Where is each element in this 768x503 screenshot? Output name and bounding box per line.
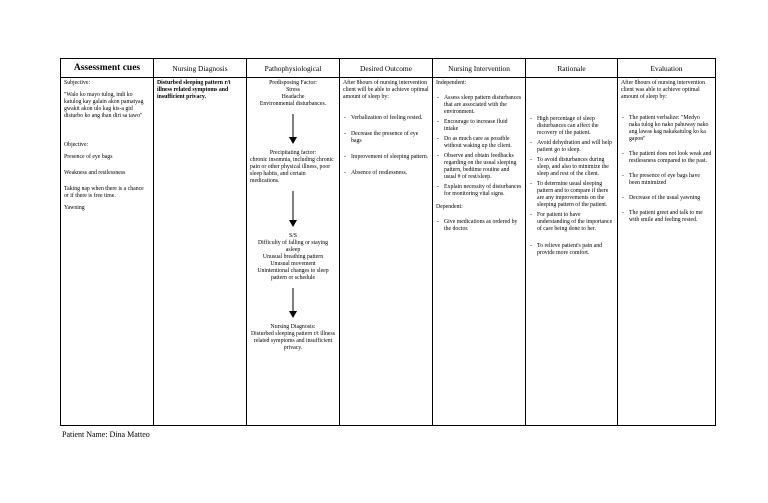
objective-item: Taking nap when there is a chance or if there is free time. <box>64 186 144 199</box>
intervention-item: - Do as much care as possible without waking up the client. <box>444 136 522 150</box>
ss-item: Unintentional changes to sleep pattern or schedule <box>257 268 329 281</box>
header-evaluation: Evaluation <box>618 59 716 78</box>
intervention-item: - Give medications as ordered by the doctor. <box>444 219 522 233</box>
rationale-item: - To relieve patient's pain and provide more comfort. <box>537 243 614 257</box>
ss-item: Unusual movement <box>270 261 316 267</box>
arrow-down-icon <box>288 191 298 227</box>
arrow-down-icon <box>288 288 298 318</box>
patient-name: Patient Name: Dina Matteo <box>62 430 150 439</box>
ss-item: Unusual breathing pattern <box>262 254 324 260</box>
outcome-item: - Absence of restlessness. <box>351 170 429 177</box>
header-assessment: Assessment cues <box>61 59 154 78</box>
independent-list <box>436 95 522 198</box>
independent-label: Independent: <box>436 80 467 86</box>
intervention-item: - Explain necessity of disturbances for monitoring vital signs. <box>444 184 522 198</box>
evaluation-cell <box>618 78 716 426</box>
diagnosis-cell <box>154 78 247 426</box>
nd-text: Disturbed sleeping pattern r/t illness related symptoms and insufficient privacy. <box>250 331 336 351</box>
nursing-care-plan-table <box>60 58 716 426</box>
header-patho: Pathophysiological <box>247 59 340 78</box>
header-outcome: Desired Outcome <box>340 59 433 78</box>
nd-label: Nursing Diagnosis: <box>270 324 316 330</box>
intervention-item: - Encourage to increase fluid intake <box>444 119 522 133</box>
predisposing-item: Environmental disturbances. <box>259 101 327 107</box>
assessment-cell <box>61 78 154 426</box>
evaluation-item: - The presence of eye bags have been minimized <box>629 173 712 187</box>
outcome-list <box>343 115 429 177</box>
rationale-item: - Avoid dehydration and will help patient go to sleep. <box>537 140 614 154</box>
intervention-item: - Assess sleep pattern disturbances that are associated with the environment. <box>444 95 522 116</box>
outcome-item: - Improvement of sleeping pattern. <box>351 154 429 161</box>
predisposing-item: Stress <box>286 87 300 93</box>
predisposing-label: Predisposing Factor: <box>269 80 317 86</box>
outcome-item: - Verbalization of feeling rested. <box>351 115 429 122</box>
evaluation-intro: After 8hours of nursing intervention client was able to achieve optimal amount of sleep by: <box>621 80 706 100</box>
ss-item: Difficulty of falling or staying asleep <box>257 240 329 253</box>
outcome-intro: After 8hours of nursing intervention client will be able to achieve optimal amount of sleep by: <box>343 80 429 100</box>
rationale-item: - To avoid disturbances during sleep, and also to minimize the sleep and rest of the client. <box>537 157 614 178</box>
evaluation-item: - The patient does not look weak and restlessness compared to the past. <box>629 151 712 165</box>
ss-label: S/S <box>288 233 298 239</box>
diagnosis-text: Disturbed sleeping pattern r/t illness related symptoms and insufficient privacy. <box>157 80 231 100</box>
intervention-cell <box>433 78 526 426</box>
evaluation-item: - Decrease of the usual yawning <box>629 195 712 202</box>
precipitating-text: chronic insomnia, including chronic pain or other physical illness, poor sleep habits, and certain medications. <box>250 157 334 184</box>
outcome-item: - Decrease the presence of eye bags <box>351 131 429 145</box>
subjective-label: Subjective: <box>64 80 91 86</box>
predisposing-item: Headache <box>281 94 305 100</box>
evaluation-item: - The patient verbalize: "Medyo naka tulog ko nako pahuway nako ang lawas kag nakakatulog ko ka gapon" <box>629 115 712 143</box>
dependent-label: Dependent: <box>436 204 463 210</box>
evaluation-item: - The patient greet and talk to me with smile and feeling rested. <box>629 210 712 224</box>
evaluation-list <box>621 115 712 224</box>
subjective-quote: "Walo ko mayo tulog, indi ko katulog kay galain akon pamatyag gwakit akon ulo kag kis-a gid disturbo ko ang iban diri sa tawo" <box>64 92 144 119</box>
rationale-item: - High percentage of sleep disturbances can affect the recovery of the patient. <box>537 116 614 137</box>
body-row <box>61 78 716 426</box>
outcome-cell <box>340 78 433 426</box>
patho-cell <box>247 78 340 426</box>
intervention-item: - Observe and obtain feedbacks regarding on the usual sleeping pattern, bedtime routine and usual # of rest/sleep. <box>444 153 522 181</box>
arrow-down-icon <box>288 114 298 144</box>
header-diagnosis: Nursing Diagnosis <box>154 59 247 78</box>
objective-item: Yawning <box>64 205 85 211</box>
dependent-list <box>436 219 522 233</box>
objective-item: Weakness and restlessness <box>64 170 126 176</box>
rationale-cell <box>526 78 618 426</box>
objective-label: Objective: <box>64 142 89 148</box>
header-intervention: Nursing Intervention <box>433 59 526 78</box>
rationale-item: - To determine usual sleeping pattern and to compare if there are any improvements on the sleeping pattern of the patient. <box>537 181 614 209</box>
header-row <box>61 59 716 78</box>
objective-item: Presence of eye bags <box>64 154 113 160</box>
header-rationale: Rationale <box>526 59 618 78</box>
rationale-list <box>529 116 614 257</box>
rationale-item: - For patient to have understanding of the importance of care being done to her. <box>537 212 614 233</box>
precipitating-label: Precipitating factor: <box>269 150 317 156</box>
